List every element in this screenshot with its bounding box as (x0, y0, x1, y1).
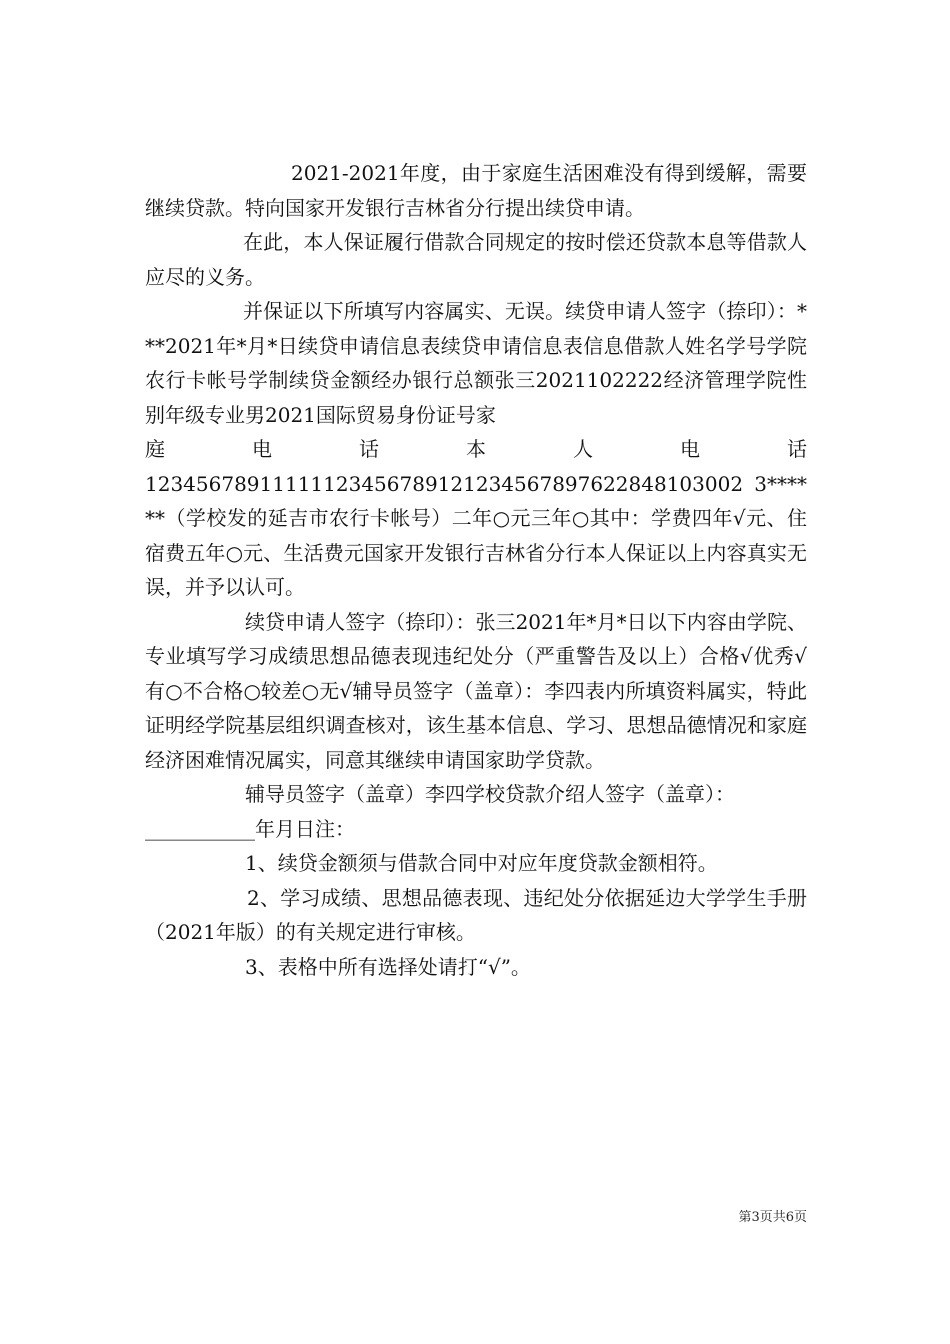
paragraph-date-notes: ___________年月日注： (145, 816, 355, 841)
paragraph-application-info: 并保证以下所填写内容属实、无误。续贷申请人签字（捺印）：***2021年*月*日续贷申请信息表续贷申请信息表信息借款人姓名学号学院农行卡帐号学制续贷金额经办银行总额张三2021102222经济管理学院性别年级专业男2021国际贸易身份证号家 (145, 299, 807, 427)
note-item-2: 2、学习成绩、思想品德表现、违纪处分依据延边大学学生手册（2021年版）的有关规定进行审核。 (145, 885, 807, 944)
paragraph-phone-labels: 庭 电 话 本 人 电 话 (145, 437, 807, 461)
note-item-3: 3、表格中所有选择处请打“√”。 (245, 954, 531, 979)
paragraph-college-review: 续贷申请人签字（捺印）：张三2021年*月*日以下内容由学院、专业填写学习成绩思想品德表现违纪处分（严重警告及以上）合格√优秀√有○不合格○较差○无√辅导员签字（盖章）：李四表内所填资料属实，特此证明经学院基层组织调查核对，该生基本信息、学习、思想品德情况和家庭经济困难情况属实，同意其继续申请国家助学贷款。 (145, 609, 807, 772)
paragraph-loan-reason: 2021-2021年度，由于家庭生活困难没有得到缓解，需要继续贷款。特向国家开发银行吉林省分行提出续贷申请。 (145, 161, 807, 220)
paragraph-signatures: 辅导员签字（盖章）李四学校贷款介绍人签字（盖章）： (245, 782, 735, 806)
note-item-1: 1、续贷金额须与借款合同中对应年度贷款金额相符。 (245, 851, 718, 875)
page-number: 第3页共6页 (738, 1210, 807, 1225)
paragraph-account-details: 12345678911111123456789121234567897622848103002 3******（学校发的延吉市农行卡帐号）二年○元三年○其中：学费四年√元、住宿费五年○元、生活费元国家开发银行吉林省分行本人保证以上内容真实无误，并予以认可。 (145, 471, 807, 599)
paragraph-repayment-pledge: 在此，本人保证履行借款合同规定的按时偿还贷款本息等借款人应尽的义务。 (145, 230, 807, 289)
document-body (145, 156, 807, 984)
